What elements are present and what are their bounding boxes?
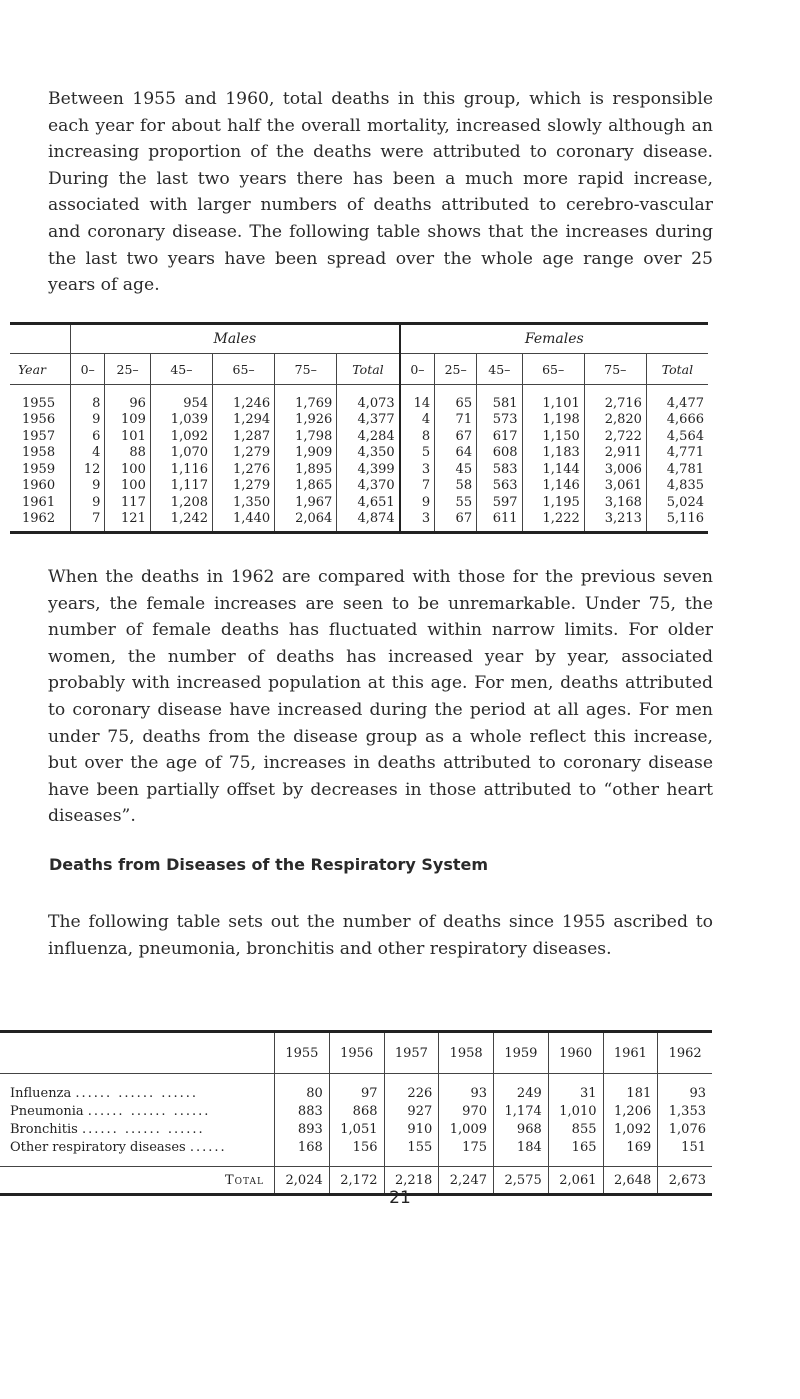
col-header: 65–	[522, 354, 584, 385]
cell: 169	[603, 1138, 658, 1167]
cell: 4	[400, 412, 435, 429]
year-cell: 1958	[22, 445, 56, 461]
cell: 67	[435, 511, 477, 533]
cell: 93	[439, 1074, 494, 1103]
row-label: Influenza ...... ...... ......	[10, 1085, 199, 1101]
cell: 4,350	[337, 445, 400, 462]
year-col-header: 1960	[548, 1032, 603, 1074]
cell: 970	[439, 1102, 494, 1120]
cell: 168	[275, 1138, 330, 1167]
cell: 573	[477, 412, 523, 429]
cell: 155	[384, 1138, 439, 1167]
cell: 249	[494, 1074, 549, 1103]
cell: 1,117	[150, 478, 212, 495]
cell: 581	[477, 385, 523, 412]
cell: 151	[658, 1138, 712, 1167]
col-header: 25–	[105, 354, 151, 385]
cell: 1,144	[522, 461, 584, 478]
total-cell: 2,061	[548, 1167, 603, 1195]
cell: 4,651	[337, 494, 400, 511]
cell: 2,064	[275, 511, 337, 533]
cell: 4,284	[337, 428, 400, 445]
year-col-header: 1962	[658, 1032, 712, 1074]
cell: 4,781	[646, 461, 708, 478]
col-header: 0–	[71, 354, 105, 385]
cell: 4,835	[646, 478, 708, 495]
cell: 583	[477, 461, 523, 478]
section-heading: Deaths from Diseases of the Respiratory System	[49, 855, 489, 874]
cell: 8	[71, 385, 105, 412]
col-header: 75–	[275, 354, 337, 385]
cell: 3,168	[584, 494, 646, 511]
cell: 968	[494, 1120, 549, 1138]
col-header: 65–	[213, 354, 275, 385]
col-header: 45–	[477, 354, 523, 385]
cell: 55	[435, 494, 477, 511]
cell: 1,198	[522, 412, 584, 429]
year-col-header: 1959	[494, 1032, 549, 1074]
cell: 100	[105, 478, 151, 495]
cell: 1,242	[150, 511, 212, 533]
cell: 855	[548, 1120, 603, 1138]
total-cell: 2,247	[439, 1167, 494, 1195]
cell: 1,146	[522, 478, 584, 495]
cell: 4,874	[337, 511, 400, 533]
year-cell: 1957	[22, 428, 56, 444]
cell: 1,895	[275, 461, 337, 478]
table-row	[10, 511, 708, 533]
year-col-header: 1961	[603, 1032, 658, 1074]
cell: 893	[275, 1120, 330, 1138]
table-row	[0, 1138, 712, 1167]
cell: 1,967	[275, 494, 337, 511]
intro-paragraph: Between 1955 and 1960, total deaths in this group, which is responsible each year for about half the overall mortality, increased slowly although an increasing proportion of the deaths were attributed to coronary disease. During the last two years there has been a much more rapid increase, associated with larger numbers of deaths attributed to cerebro-vascular and coronary disease. The following table shows that the increases during the last two years have been spread over the whole age range over 25 years of age.	[48, 89, 713, 296]
col-header: 45–	[150, 354, 212, 385]
blank-corner	[0, 1032, 275, 1074]
col-header: 75–	[584, 354, 646, 385]
cell: 101	[105, 428, 151, 445]
cell: 156	[329, 1138, 384, 1167]
total-cell: 2,575	[494, 1167, 549, 1195]
cell: 9	[71, 478, 105, 495]
cell: 1,195	[522, 494, 584, 511]
cell: 617	[477, 428, 523, 445]
cell: 3	[400, 511, 435, 533]
cell: 5,024	[646, 494, 708, 511]
row-label-text: Influenza	[10, 1085, 72, 1101]
cell: 608	[477, 445, 523, 462]
cell: 1,246	[213, 385, 275, 412]
cell: 1,174	[494, 1102, 549, 1120]
table-row	[0, 1120, 712, 1138]
total-label: Total	[0, 1167, 275, 1195]
table-row	[10, 461, 708, 478]
cell: 117	[105, 494, 151, 511]
cell: 1,208	[150, 494, 212, 511]
year-cell: 1959	[22, 461, 56, 477]
cell: 2,820	[584, 412, 646, 429]
total-cell: 2,673	[658, 1167, 712, 1195]
cell: 1,206	[603, 1102, 658, 1120]
cell: 226	[384, 1074, 439, 1103]
blank-corner	[10, 324, 71, 354]
table-row	[10, 385, 708, 412]
row-label-text: Other respiratory diseases	[10, 1139, 186, 1155]
total-cell: 2,024	[275, 1167, 330, 1195]
total-cell: 2,172	[329, 1167, 384, 1195]
col-header: Total	[646, 354, 708, 385]
cell: 1,150	[522, 428, 584, 445]
cell: 1,279	[213, 478, 275, 495]
cell: 1,222	[522, 511, 584, 533]
cell: 5	[400, 445, 435, 462]
total-cell: 2,648	[603, 1167, 658, 1195]
cell: 1,076	[658, 1120, 712, 1138]
cell: 1,440	[213, 511, 275, 533]
year-cell: 1961	[22, 494, 56, 510]
cell: 58	[435, 478, 477, 495]
males-group-header: Males	[71, 324, 400, 354]
cell: 1,010	[548, 1102, 603, 1120]
comparison-paragraph: When the deaths in 1962 are compared with those for the previous seven years, the female increases are seen to be unremarkable. Under 75, the number of female deaths has fluctuated within narrow limits. For older women, the number of deaths has increased year by year, associated probably with increased population at this age. For men, deaths attributed to coronary disease have increased during the period at all ages. For men under 75, deaths from the disease group as a whole reflect this increase, but over the age of 75, increases in deaths attributed to coronary disease have been partially offset by decreases in those attributed to “other heart diseases”.	[48, 567, 713, 827]
table-row	[10, 412, 708, 429]
total-cell: 2,218	[384, 1167, 439, 1195]
cell: 97	[329, 1074, 384, 1103]
cell: 1,865	[275, 478, 337, 495]
deaths-by-age-sex-table	[10, 322, 708, 534]
cell: 4,073	[337, 385, 400, 412]
cell: 4,771	[646, 445, 708, 462]
cell: 181	[603, 1074, 658, 1103]
cell: 927	[384, 1102, 439, 1120]
cell: 4,564	[646, 428, 708, 445]
cell: 1,276	[213, 461, 275, 478]
col-header: 0–	[400, 354, 435, 385]
cell: 2,722	[584, 428, 646, 445]
cell: 9	[71, 494, 105, 511]
row-label: Bronchitis ...... ...... ......	[10, 1121, 205, 1137]
cell: 597	[477, 494, 523, 511]
cell: 1,909	[275, 445, 337, 462]
cell: 1,287	[213, 428, 275, 445]
cell: 883	[275, 1102, 330, 1120]
cell: 611	[477, 511, 523, 533]
cell: 1,009	[439, 1120, 494, 1138]
cell: 184	[494, 1138, 549, 1167]
cell: 4	[71, 445, 105, 462]
cell: 88	[105, 445, 151, 462]
cell: 96	[105, 385, 151, 412]
page-number: 21	[389, 1188, 411, 1208]
cell: 3,006	[584, 461, 646, 478]
cell: 4,399	[337, 461, 400, 478]
cell: 165	[548, 1138, 603, 1167]
cell: 954	[150, 385, 212, 412]
cell: 7	[400, 478, 435, 495]
year-cell: 1956	[22, 412, 56, 428]
cell: 1,769	[275, 385, 337, 412]
cell: 5,116	[646, 511, 708, 533]
cell: 31	[548, 1074, 603, 1103]
cell: 100	[105, 461, 151, 478]
cell: 109	[105, 412, 151, 429]
females-group-header: Females	[400, 324, 708, 354]
table-row	[10, 494, 708, 511]
cell: 14	[400, 385, 435, 412]
col-header: Total	[337, 354, 400, 385]
cell: 563	[477, 478, 523, 495]
cell: 910	[384, 1120, 439, 1138]
col-header: 25–	[435, 354, 477, 385]
cell: 868	[329, 1102, 384, 1120]
cell: 3,213	[584, 511, 646, 533]
cell: 1,051	[329, 1120, 384, 1138]
cell: 1,798	[275, 428, 337, 445]
cell: 175	[439, 1138, 494, 1167]
cell: 1,279	[213, 445, 275, 462]
cell: 121	[105, 511, 151, 533]
cell: 1,183	[522, 445, 584, 462]
cell: 1,092	[603, 1120, 658, 1138]
cell: 9	[400, 494, 435, 511]
cell: 1,039	[150, 412, 212, 429]
cell: 71	[435, 412, 477, 429]
cell: 4,377	[337, 412, 400, 429]
year-cell: 1960	[22, 478, 56, 494]
cell: 6	[71, 428, 105, 445]
table-row	[10, 478, 708, 495]
cell: 1,101	[522, 385, 584, 412]
respiratory-intro-paragraph: The following table sets out the number of deaths since 1955 ascribed to influenza, pneumonia, bronchitis and other respiratory diseases.	[48, 912, 713, 959]
row-label-text: Bronchitis	[10, 1121, 78, 1137]
cell: 7	[71, 511, 105, 533]
cell: 1,294	[213, 412, 275, 429]
table-row	[10, 445, 708, 462]
cell: 4,477	[646, 385, 708, 412]
row-label-text: Pneumonia	[10, 1103, 84, 1119]
cell: 65	[435, 385, 477, 412]
cell: 45	[435, 461, 477, 478]
cell: 9	[71, 412, 105, 429]
cell: 1,353	[658, 1102, 712, 1120]
row-label: Other respiratory diseases ......	[10, 1139, 227, 1155]
cell: 1,070	[150, 445, 212, 462]
cell: 3	[400, 461, 435, 478]
table-row	[10, 428, 708, 445]
year-cell: 1955	[22, 395, 56, 411]
table-row	[0, 1074, 712, 1103]
cell: 64	[435, 445, 477, 462]
cell: 2,716	[584, 385, 646, 412]
year-col-header: Year	[10, 354, 71, 385]
cell: 4,370	[337, 478, 400, 495]
cell: 12	[71, 461, 105, 478]
cell: 4,666	[646, 412, 708, 429]
cell: 80	[275, 1074, 330, 1103]
cell: 1,350	[213, 494, 275, 511]
cell: 1,092	[150, 428, 212, 445]
row-label: Pneumonia ...... ...... ......	[10, 1103, 211, 1119]
cell: 2,911	[584, 445, 646, 462]
cell: 3,061	[584, 478, 646, 495]
year-col-header: 1956	[329, 1032, 384, 1074]
respiratory-deaths-table	[0, 1030, 712, 1196]
cell: 8	[400, 428, 435, 445]
year-col-header: 1955	[275, 1032, 330, 1074]
table-row	[0, 1102, 712, 1120]
cell: 1,116	[150, 461, 212, 478]
cell: 67	[435, 428, 477, 445]
year-cell: 1962	[22, 511, 56, 527]
year-col-header: 1957	[384, 1032, 439, 1074]
cell: 93	[658, 1074, 712, 1103]
year-col-header: 1958	[439, 1032, 494, 1074]
cell: 1,926	[275, 412, 337, 429]
